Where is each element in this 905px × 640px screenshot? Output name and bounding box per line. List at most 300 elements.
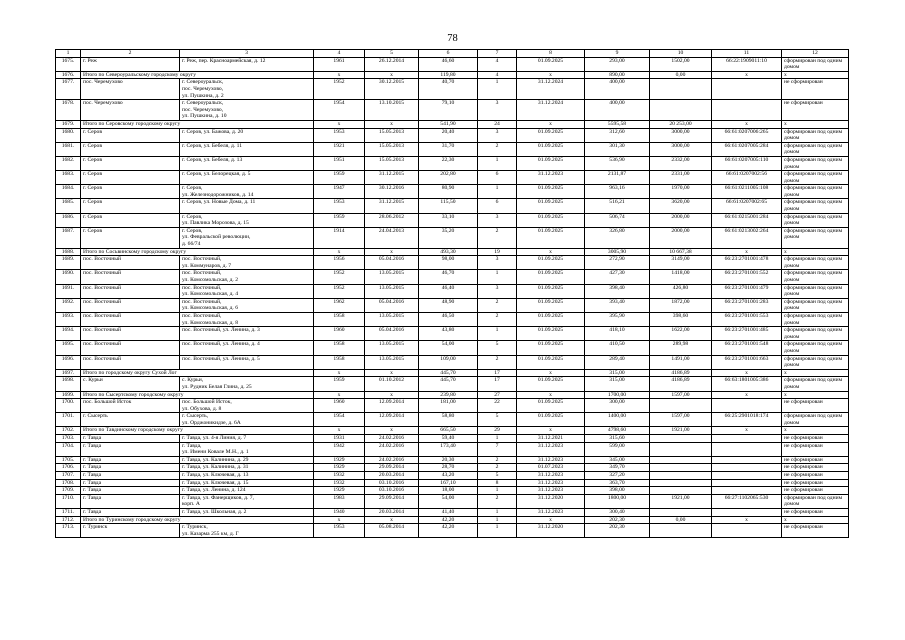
table-cell: 427,30 xyxy=(585,270,650,284)
table-cell: 1678. xyxy=(56,100,81,121)
table-cell: 31.12.2023 xyxy=(517,487,585,495)
table-row xyxy=(56,312,849,326)
table-cell: Итого по Серовскому городскому округу xyxy=(81,120,314,128)
table-cell: 31.12.2023 xyxy=(517,171,585,185)
table-cell: г. Реж xyxy=(81,57,180,71)
table-cell: с. Курьи, ул. Рудник Белая Глина, д. 25 xyxy=(180,377,314,391)
table-cell: 398,60 xyxy=(650,312,712,326)
table-cell: 79,10 xyxy=(419,100,478,121)
table-cell: 31.12.2020 xyxy=(517,494,585,508)
table-cell: 24.02.2016 xyxy=(365,442,419,456)
table-cell: 40,70 xyxy=(419,79,478,100)
table-cell: 1689. xyxy=(56,256,81,270)
table-cell: 315,00 xyxy=(585,369,650,377)
table-cell: 01.07.2023 xyxy=(517,464,585,472)
table-cell: г. Серов xyxy=(81,227,180,248)
table-cell: 46,70 xyxy=(419,270,478,284)
table-cell: 426,80 xyxy=(650,284,712,298)
table-cell: 42,20 xyxy=(419,516,478,524)
table-cell: x xyxy=(365,516,419,524)
table-cell: 3149,00 xyxy=(650,256,712,270)
table-cell: 2 xyxy=(478,142,517,156)
table-cell: г. Сысерть xyxy=(81,413,180,427)
table-cell: 1695. xyxy=(56,341,81,355)
table-cell: г. Туринск, ул. Казарма 255 км, д. Г xyxy=(180,524,314,538)
table-cell: 13.10.2015 xyxy=(365,100,419,121)
table-cell: сформирован под одним домом xyxy=(782,327,849,341)
table-cell: 01.09.2025 xyxy=(517,156,585,170)
table-cell: 1694. xyxy=(56,327,81,341)
table-cell: 27 xyxy=(478,391,517,399)
table-cell: 66:23:2701001:478 xyxy=(712,256,782,270)
table-row xyxy=(56,142,849,156)
table-cell: 3005,90 xyxy=(585,248,650,256)
table-cell: сформирован под одним домом xyxy=(782,256,849,270)
table-cell: сформирован под одним домом xyxy=(782,57,849,71)
table-cell: 1951 xyxy=(314,156,365,170)
table-cell: x xyxy=(782,71,849,79)
table-cell: 33,10 xyxy=(419,213,478,227)
table-cell: г. Туринск xyxy=(81,524,180,538)
table-cell: г. Серов, ул. Февральской революции, д. 66/74 xyxy=(180,227,314,248)
table-cell: 80,90 xyxy=(419,185,478,199)
table-cell: сформирован под одним домом xyxy=(782,284,849,298)
table-cell: пос. Восточный, ул. Комсомольская, д. 2 xyxy=(180,270,314,284)
table-row xyxy=(56,369,849,377)
table-cell xyxy=(650,456,712,464)
table-cell: сформирован под одним домом xyxy=(782,270,849,284)
table-cell: пос. Восточный xyxy=(81,284,180,298)
table-cell: 10 xyxy=(650,50,712,58)
table-cell: 202,30 xyxy=(585,524,650,538)
table-cell: г. Тавда, ул. Школьная, д. 2 xyxy=(180,509,314,517)
table-cell: 66:22:1909011:10 xyxy=(712,57,782,71)
table-cell: пос. Восточный, ул. Комсомольская, д. 4 xyxy=(180,284,314,298)
table-cell: 1709. xyxy=(56,487,81,495)
table-cell: г. Серов xyxy=(81,156,180,170)
table-cell: 1952 xyxy=(314,79,365,100)
table-cell: x xyxy=(517,248,585,256)
table-cell: пос. Восточный xyxy=(81,270,180,284)
table-cell: 1947 xyxy=(314,185,365,199)
table-cell: г. Серов xyxy=(81,171,180,185)
table-cell: 66:23:2701001:283 xyxy=(712,298,782,312)
table-cell: 10 667,38 xyxy=(650,248,712,256)
table-cell: пос. Восточный xyxy=(81,312,180,326)
table-cell xyxy=(650,464,712,472)
table-cell: 1929 xyxy=(314,456,365,464)
table-cell: г. Тавда xyxy=(81,494,180,508)
table-cell: 15.05.2013 xyxy=(365,156,419,170)
table-cell: 30.12.2016 xyxy=(365,185,419,199)
table-cell: пос. Восточный, ул. Комсомольская, д. 6 xyxy=(180,298,314,312)
table-cell: x xyxy=(712,248,782,256)
table-cell: пос. Восточный xyxy=(81,327,180,341)
table-cell: 66:61:0207002:65 xyxy=(712,199,782,213)
table-cell: г. Серов, ул. Железнодорожников, д. 14 xyxy=(180,185,314,199)
table-cell: 1 xyxy=(478,270,517,284)
table-cell: x xyxy=(517,391,585,399)
table-cell: 1 xyxy=(478,327,517,341)
table-cell: 31.12.2015 xyxy=(365,199,419,213)
table-row xyxy=(56,464,849,472)
table-row xyxy=(56,442,849,456)
table-cell: 1954 xyxy=(314,413,365,427)
table-row xyxy=(56,213,849,227)
table-cell: 1685. xyxy=(56,199,81,213)
table-cell: x xyxy=(517,427,585,435)
table-cell: 1960 xyxy=(314,399,365,413)
table-cell: пос. Восточный, ул. Ленина, д. 5 xyxy=(180,355,314,369)
table-cell: x xyxy=(517,516,585,524)
table-cell: 5 xyxy=(478,472,517,480)
table-cell: 3 xyxy=(478,213,517,227)
table-cell: 01.09.2025 xyxy=(517,256,585,270)
table-cell: 54,00 xyxy=(419,341,478,355)
table-cell: 239,80 xyxy=(419,391,478,399)
table-cell: Итого по Сосьвинскому городскому округу xyxy=(81,248,314,256)
table-cell: 66:23:2701001:479 xyxy=(712,284,782,298)
table-cell: 1958 xyxy=(314,355,365,369)
table-cell: 1 xyxy=(478,524,517,538)
table-cell: 1690. xyxy=(56,270,81,284)
table-cell: 66:23:2701001:663 xyxy=(712,355,782,369)
table-cell: Итого по Сысертскому городскому округу xyxy=(81,391,314,399)
table-cell: сформирован под одним домом xyxy=(782,156,849,170)
table-cell: 2 xyxy=(478,227,517,248)
table-cell xyxy=(712,456,782,464)
page-number: 78 xyxy=(447,33,458,44)
table-cell: 963,16 xyxy=(585,185,650,199)
table-cell: 506,74 xyxy=(585,213,650,227)
table-cell: 516,21 xyxy=(585,199,650,213)
table-cell xyxy=(712,524,782,538)
table-cell: 1679. xyxy=(56,120,81,128)
table-cell: 1686. xyxy=(56,213,81,227)
table-cell: x xyxy=(365,369,419,377)
table-cell: 31.12.2023 xyxy=(517,479,585,487)
table-cell: 2131,87 xyxy=(585,171,650,185)
table-cell: г. Тавда, ул. Ленина, д. 124 xyxy=(180,487,314,495)
table-cell: 1681. xyxy=(56,142,81,156)
table-cell: 272,90 xyxy=(585,256,650,270)
table-cell: 1703. xyxy=(56,435,81,443)
table-row xyxy=(56,156,849,170)
table-cell: сформирован под одним домом xyxy=(782,142,849,156)
table-cell: 1800,00 xyxy=(585,494,650,508)
table-cell: Итого по городскому округу Сухой Лог xyxy=(81,369,314,377)
table-cell: 1954 xyxy=(314,100,365,121)
table-cell: 300,40 xyxy=(585,509,650,517)
table-cell: 66:23:2701001:553 xyxy=(712,312,782,326)
table-cell: x xyxy=(712,516,782,524)
table-cell: 12.09.2014 xyxy=(365,399,419,413)
table-row xyxy=(56,185,849,199)
table-cell: 4 xyxy=(478,57,517,71)
table-cell: 35,20 xyxy=(419,227,478,248)
table-cell: 445,70 xyxy=(419,377,478,391)
table-cell: г. Североуральск, пос. Черемухово, ул. Пушкина, д. 2 xyxy=(180,79,314,100)
table-cell: 1692. xyxy=(56,298,81,312)
table-cell: г. Тавда xyxy=(81,472,180,480)
table-cell: x xyxy=(365,248,419,256)
table-cell: г. Тавда, ул. Фанерщиков, д. 7, корп. А xyxy=(180,494,314,508)
table-cell: с. Курьи xyxy=(81,377,180,391)
table-cell: x xyxy=(314,516,365,524)
table-cell: 1687. xyxy=(56,227,81,248)
table-cell: 66:61:0213002:264 xyxy=(712,227,782,248)
table-cell: x xyxy=(314,248,365,256)
table-cell: Итого по Североуральскому городскому округу xyxy=(81,71,314,79)
table-cell: сформирован под одним домом xyxy=(782,298,849,312)
table-cell: 1597,00 xyxy=(650,391,712,399)
table-cell: сформирован под одним домом xyxy=(782,185,849,199)
table-cell: 01.09.2025 xyxy=(517,413,585,427)
table-cell: не сформирован xyxy=(782,509,849,517)
table-cell: x xyxy=(782,248,849,256)
table-cell: 1675. xyxy=(56,57,81,71)
table-cell: г. Тавда, ул. 4-я Линия, д. 7 xyxy=(180,435,314,443)
table-cell: 1959 xyxy=(314,213,365,227)
table-cell: 1872,00 xyxy=(650,298,712,312)
table-cell: 326,80 xyxy=(585,227,650,248)
table-row xyxy=(56,391,849,399)
table-cell: 1 xyxy=(478,79,517,100)
table-cell: 1712. xyxy=(56,516,81,524)
table-cell: 5 xyxy=(478,341,517,355)
table-cell: 2000,00 xyxy=(650,227,712,248)
table-cell: 5595,58 xyxy=(585,120,650,128)
table-cell: г. Реж, пер. Красноармейская, д. 12 xyxy=(180,57,314,71)
table-cell: г. Тавда xyxy=(81,487,180,495)
table-cell: 1 xyxy=(56,50,81,58)
table-cell: 109,00 xyxy=(419,355,478,369)
table-cell: 66:61:0207005:284 xyxy=(712,142,782,156)
table-cell: не сформирован xyxy=(782,472,849,480)
table-cell: 2 xyxy=(478,355,517,369)
table-cell: г. Тавда xyxy=(81,479,180,487)
table-cell: 4186,89 xyxy=(650,377,712,391)
table-row xyxy=(56,355,849,369)
table-cell: 22 xyxy=(478,399,517,413)
table-cell: 01.09.2025 xyxy=(517,284,585,298)
table-cell: пос. Восточный xyxy=(81,355,180,369)
table-cell: не сформирован xyxy=(782,79,849,100)
table-cell: пос. Восточный, ул. Ленина, д. 4 xyxy=(180,341,314,355)
table-cell: 1962 xyxy=(314,298,365,312)
table-cell: 46,60 xyxy=(419,57,478,71)
table-cell: 01.09.2025 xyxy=(517,327,585,341)
table-cell: 01.09.2025 xyxy=(517,355,585,369)
table-cell: 665,50 xyxy=(419,427,478,435)
table-cell: 301,30 xyxy=(585,142,650,156)
table-cell: г. Серов, ул. Бажова, д. 20 xyxy=(180,128,314,142)
table-cell: 2 xyxy=(478,464,517,472)
table-cell: 13.05.2015 xyxy=(365,284,419,298)
table-cell: x xyxy=(782,369,849,377)
table-cell: 349,70 xyxy=(585,464,650,472)
table-cell: x xyxy=(712,120,782,128)
table-cell: г. Серов, ул. Белорецкая, д. 5 xyxy=(180,171,314,185)
table-cell: 43,80 xyxy=(419,327,478,341)
table-cell: 29 xyxy=(478,427,517,435)
table-cell: 1932 xyxy=(314,479,365,487)
table-cell: 599,00 xyxy=(585,442,650,456)
table-cell: 66:61:0211005:108 xyxy=(712,185,782,199)
table-cell: 01.09.2025 xyxy=(517,227,585,248)
table-cell: 202,30 xyxy=(585,516,650,524)
table-row xyxy=(56,487,849,495)
table-cell: 5 xyxy=(478,413,517,427)
table-cell: 1696. xyxy=(56,355,81,369)
table-cell: x xyxy=(314,391,365,399)
table-cell: г. Серов, ул. Бебеля, д. 11 xyxy=(180,142,314,156)
table-cell: 7 xyxy=(478,50,517,58)
table-cell: 7 xyxy=(478,442,517,456)
table-row xyxy=(56,427,849,435)
table-cell: 66:61:0215001:284 xyxy=(712,213,782,227)
table-cell: 1597,00 xyxy=(650,413,712,427)
table-cell: 28,70 xyxy=(419,464,478,472)
table-cell: 2 xyxy=(478,312,517,326)
table-cell: 1 xyxy=(478,516,517,524)
table-cell: 4186,89 xyxy=(650,369,712,377)
table-cell: г. Серов xyxy=(81,142,180,156)
table-cell: 4 xyxy=(314,50,365,58)
table-cell: 20.03.2014 xyxy=(365,472,419,480)
table-cell: 1677. xyxy=(56,79,81,100)
table-row xyxy=(56,472,849,480)
table-cell: 31.12.2021 xyxy=(517,435,585,443)
table-cell: 2 xyxy=(478,456,517,464)
table-cell: 01.09.2025 xyxy=(517,298,585,312)
housing-table xyxy=(55,49,849,538)
table-cell: сформирован под одним домом xyxy=(782,312,849,326)
table-row xyxy=(56,248,849,256)
table-cell: пос. Большой Исток xyxy=(81,399,180,413)
table-cell: 1688. xyxy=(56,248,81,256)
table-cell: не сформирован xyxy=(782,479,849,487)
table-row xyxy=(56,227,849,248)
table-cell: 115,50 xyxy=(419,199,478,213)
table-cell: 1942 xyxy=(314,442,365,456)
table-cell: Итого по Туринскому городскому округу xyxy=(81,516,314,524)
table-cell: 1959 xyxy=(314,171,365,185)
table-row xyxy=(56,435,849,443)
table-cell: г. Тавда xyxy=(81,464,180,472)
table-cell: 1400,00 xyxy=(585,413,650,427)
table-cell: 66:61:0207005:110 xyxy=(712,156,782,170)
table-cell: 12.09.2014 xyxy=(365,413,419,427)
table-cell: x xyxy=(314,71,365,79)
table-cell: 1697. xyxy=(56,369,81,377)
table-cell: г. Тавда, ул. Ключевая, д. 13 xyxy=(180,472,314,480)
table-cell: 1691. xyxy=(56,284,81,298)
table-cell xyxy=(650,435,712,443)
table-cell: 1940 xyxy=(314,509,365,517)
table-cell: 1956 xyxy=(314,256,365,270)
table-cell: 398,00 xyxy=(585,487,650,495)
table-cell: 22,30 xyxy=(419,156,478,170)
table-cell: 6 xyxy=(478,199,517,213)
table-cell: 05.04.2016 xyxy=(365,298,419,312)
table-cell: 05.04.2016 xyxy=(365,256,419,270)
table-cell: 15.05.2013 xyxy=(365,128,419,142)
table-cell: пос. Большой Исток, ул. Обухова, д. 8 xyxy=(180,399,314,413)
table-cell: 29.09.2014 xyxy=(365,464,419,472)
table-cell: г. Тавда, ул. Калинина, д. 31 xyxy=(180,464,314,472)
table-cell xyxy=(650,479,712,487)
table-cell: 1953 xyxy=(314,128,365,142)
table-cell: 1704. xyxy=(56,442,81,456)
table-cell: сформирован под одним домом xyxy=(782,355,849,369)
table-cell: г. Серов, ул. Бебеля, д. 13 xyxy=(180,156,314,170)
table-cell: г. Тавда xyxy=(81,509,180,517)
table-cell: не сформирован xyxy=(782,464,849,472)
table-cell: пос. Восточный, ул. Ленина, д. 3 xyxy=(180,327,314,341)
table-cell: 24.02.2016 xyxy=(365,435,419,443)
table-cell: 31.12.2015 xyxy=(365,171,419,185)
table-cell: 493,30 xyxy=(419,248,478,256)
table-cell: x xyxy=(712,391,782,399)
table-row xyxy=(56,100,849,121)
table-cell: 31.12.2023 xyxy=(517,442,585,456)
table-cell: 2332,00 xyxy=(650,156,712,170)
table-row xyxy=(56,256,849,270)
table-cell: x xyxy=(365,120,419,128)
table-cell: 1683. xyxy=(56,171,81,185)
table-cell: 59,40 xyxy=(419,435,478,443)
table-cell: 167,10 xyxy=(419,479,478,487)
table-cell: 28.06.2012 xyxy=(365,213,419,227)
table-cell: 289,98 xyxy=(650,341,712,355)
table-cell xyxy=(650,524,712,538)
table-cell: 3 xyxy=(478,128,517,142)
table-cell: 13.05.2015 xyxy=(365,270,419,284)
table-cell: 66:23:2701001:552 xyxy=(712,270,782,284)
table-cell: 410,50 xyxy=(585,341,650,355)
table-cell: 2 xyxy=(81,50,180,58)
table-cell: г. Серов xyxy=(81,185,180,199)
table-cell: 393,40 xyxy=(585,298,650,312)
table-cell: 1 xyxy=(478,487,517,495)
table-cell: 536,90 xyxy=(585,156,650,170)
table-cell: сформирован под одним домом xyxy=(782,413,849,427)
table-cell: 1680. xyxy=(56,128,81,142)
table-cell: г. Тавда, ул. Имени Ковале М.Н., д. 1 xyxy=(180,442,314,456)
table-cell: пос. Восточный, ул. Комсомольская, д. 8 xyxy=(180,312,314,326)
table-cell xyxy=(712,479,782,487)
table-row xyxy=(56,120,849,128)
table-cell: 400,00 xyxy=(585,79,650,100)
table-cell: 26.12.2014 xyxy=(365,57,419,71)
table-row xyxy=(56,413,849,427)
table-cell: 3000,00 xyxy=(650,142,712,156)
table-cell: 1711. xyxy=(56,509,81,517)
table-cell: 66:61:0207002:56 xyxy=(712,171,782,185)
table-cell: 1983 xyxy=(314,494,365,508)
table-cell: 03.10.2016 xyxy=(365,487,419,495)
table-cell: 58,80 xyxy=(419,413,478,427)
table-header-row xyxy=(56,50,849,58)
table-cell: 4 xyxy=(478,71,517,79)
table-cell: 1958 xyxy=(314,312,365,326)
table-row xyxy=(56,171,849,185)
table-cell: 19 xyxy=(478,248,517,256)
table-cell: пос. Восточный, ул. Коммунаров, д. 7 xyxy=(180,256,314,270)
table-cell: 98,00 xyxy=(419,256,478,270)
table-cell: 398,40 xyxy=(585,284,650,298)
